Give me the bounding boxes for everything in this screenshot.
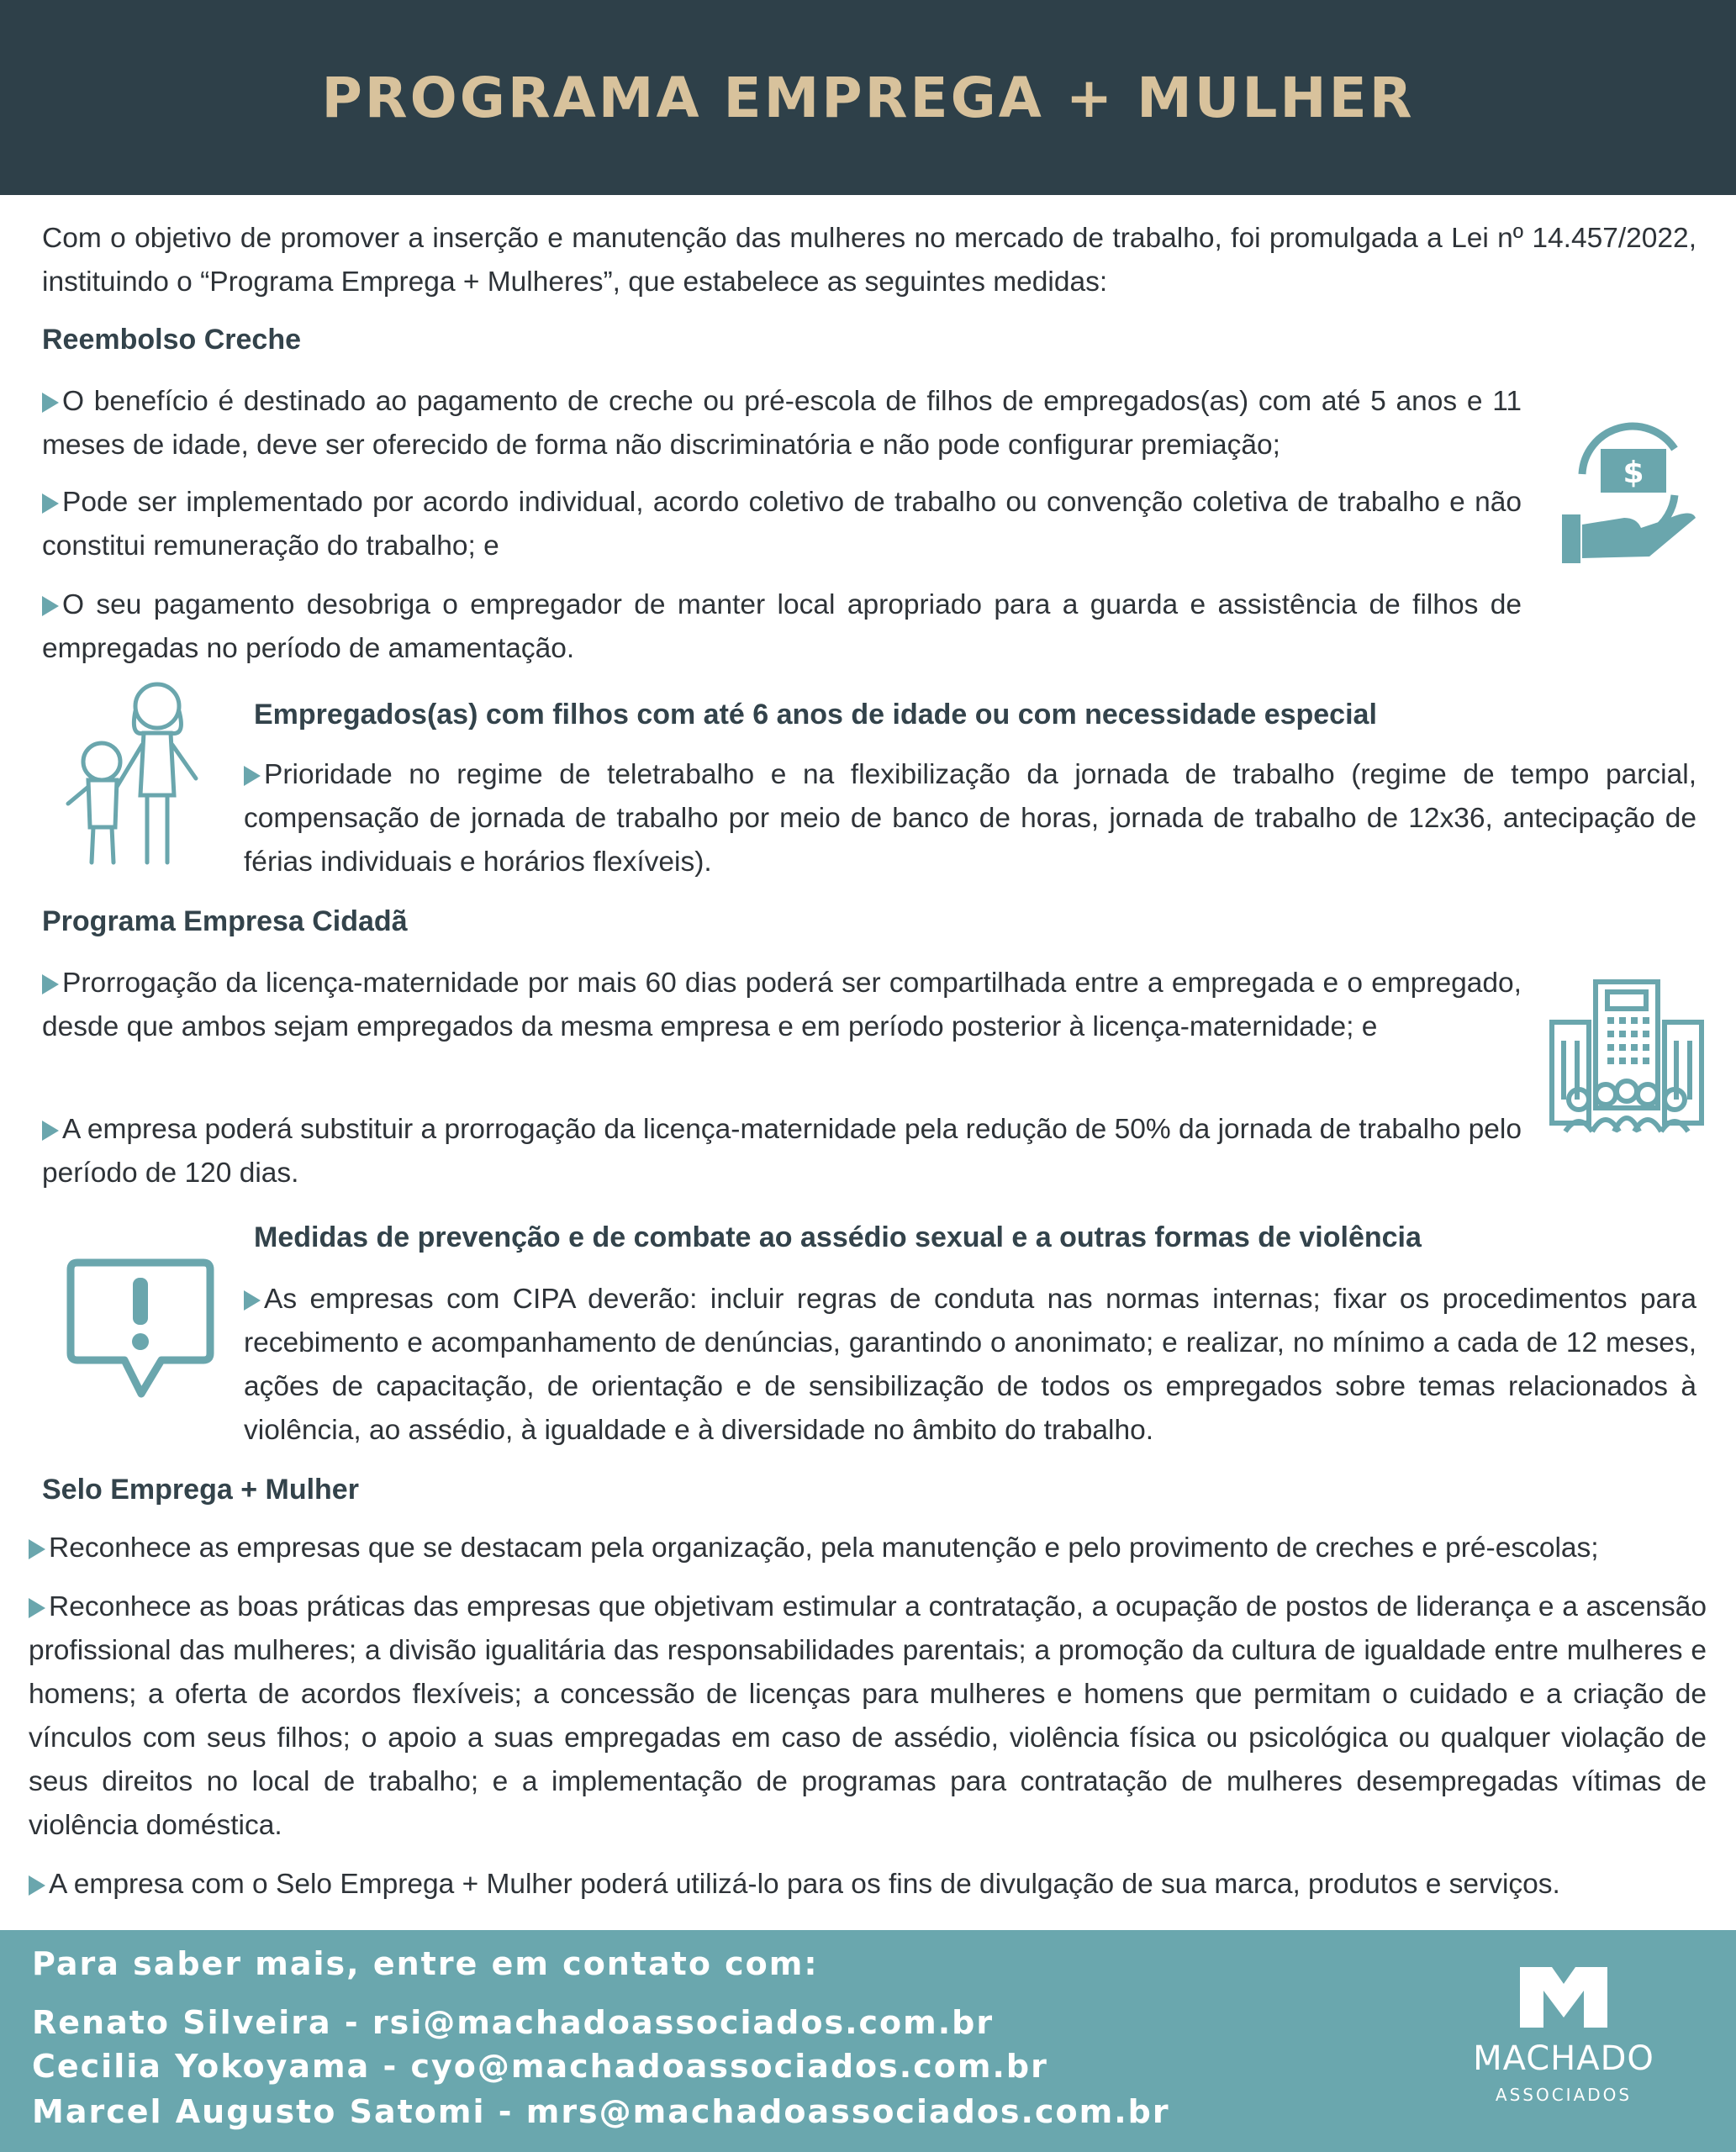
intro-text: Com o objetivo de promover a inserção e manutenção das mulheres no mercado de trabalho, foi promulgada a Lei nº 14.457/2022, instituindo o “Programa Emprega + Mulheres”, que estabelece as seguintes medidas: bbox=[42, 223, 1696, 298]
bullet-arrow-icon bbox=[42, 596, 59, 616]
section-title-reembolso: Reembolso Creche bbox=[42, 324, 301, 356]
bullet-assedio-1: As empresas com CIPA deverão: incluir regras de conduta nas normas internas; fixar os procedimentos para recebimento e acompanhamento de denúncias, garantindo o anonimato; e realizar, no mínimo a cada de 12 meses, ações de capacitação, de orientação e de sensibilização de todos os empregados sobre temas relacionados à violência, ao assédio, à igualdade e à diversidade no âmbito do trabalho. bbox=[244, 1284, 1696, 1446]
logo-name: MACHADO bbox=[1473, 2039, 1654, 2078]
svg-text:$: $ bbox=[1623, 456, 1644, 490]
page-title: PROGRAMA EMPREGA + MULHER bbox=[321, 65, 1415, 130]
bullet-selo-1: Reconhece as empresas que se destacam pela organização, pela manutenção e pelo provimento de creches e pré-escolas; bbox=[29, 1527, 1702, 1570]
bullet-selo-3: A empresa com o Selo Emprega + Mulher poderá utilizá-lo para os fins de divulgação de sua marca, produtos e serviços. bbox=[29, 1863, 1702, 1907]
contact-renato: Renato Silveira - rsi@machadoassociados.com.br bbox=[32, 2004, 995, 2041]
page-content bbox=[0, 195, 1736, 1930]
alert-bubble-icon bbox=[66, 1258, 215, 1400]
section-title-assedio: Medidas de prevenção e de combate ao assédio sexual e a outras formas de violência bbox=[254, 1221, 1422, 1253]
bullet-reembolso-1: O benefício é destinado ao pagamento de creche ou pré-escola de filhos de empregados(as) com até 5 anos e 11 meses de idade, deve ser oferecido de forma não discriminatória e não pode configurar premiação; bbox=[42, 386, 1522, 461]
bullet-arrow-icon bbox=[29, 1875, 45, 1896]
bullet-arrow-icon bbox=[42, 1121, 59, 1141]
bullet-arrow-icon bbox=[42, 393, 59, 413]
building-people-icon bbox=[1547, 977, 1707, 1137]
section-title-filhos: Empregados(as) com filhos com até 6 anos de idade ou com necessidade especial bbox=[254, 699, 1377, 731]
contact-heading: Para saber mais, entre em contato com: bbox=[32, 1945, 819, 1982]
bullet-selo-2: Reconhece as boas práticas das empresas que objetivam estimular a contratação, a ocupação de postos de liderança e a ascensão profissional das mulheres; a divisão igualitária das responsabilidades parentais; a promoção da cultura de igualdade entre mulheres e homens; a oferta de acordos flexíveis; a concessão de licenças para mulheres e homens que permitam o cuidado e a criação de vínculos com seus filhos; o apoio a suas empregadas em caso de assédio, violência física ou psicológica ou qualquer violação de seus direitos no local de trabalho; e a implementação de programas para contratação de mulheres desempregadas vítimas de violência doméstica. bbox=[29, 1591, 1707, 1841]
section-title-selo: Selo Emprega + Mulher bbox=[42, 1474, 359, 1506]
machado-logo-icon bbox=[1520, 1967, 1607, 2028]
contact-marcel: Marcel Augusto Satomi - mrs@machadoassociados.com.br bbox=[32, 2093, 1170, 2130]
contact-footer bbox=[0, 1930, 1736, 2152]
money-hand-icon bbox=[1557, 415, 1700, 575]
contact-cecilia: Cecilia Yokoyama - cyo@machadoassociados.com.br bbox=[32, 2048, 1048, 2085]
page-header bbox=[0, 0, 1736, 195]
bullet-reembolso-2: Pode ser implementado por acordo individual, acordo coletivo de trabalho ou convenção coletiva de trabalho e não constitui remuneração do trabalho; e bbox=[42, 487, 1522, 562]
bullet-arrow-icon bbox=[42, 493, 59, 514]
bullet-arrow-icon bbox=[42, 974, 59, 994]
bullet-arrow-icon bbox=[244, 766, 261, 786]
bullet-reembolso-3: O seu pagamento desobriga o empregador de manter local apropriado para a guarda e assistência de filhos de empregadas no período de amamentação. bbox=[42, 589, 1522, 664]
parent-child-icon bbox=[63, 678, 223, 871]
logo-sub: ASSOCIADOS bbox=[1495, 2085, 1633, 2105]
bullet-arrow-icon bbox=[244, 1290, 261, 1311]
bullet-arrow-icon bbox=[29, 1539, 45, 1559]
bullet-cidada-2: A empresa poderá substituir a prorrogação da licença-maternidade pela redução de 50% da jornada de trabalho pelo período de 120 dias. bbox=[42, 1114, 1522, 1189]
section-title-cidada: Programa Empresa Cidadã bbox=[42, 905, 408, 937]
bullet-cidada-1: Prorrogação da licença-maternidade por mais 60 dias poderá ser compartilhada entre a empregada e o empregado, desde que ambos sejam empregados da mesma empresa e em período posterior à licença-maternidade; e bbox=[42, 968, 1522, 1042]
bullet-filhos-1: Prioridade no regime de teletrabalho e na flexibilização da jornada de trabalho (regime de tempo parcial, compensação de jornada de trabalho por meio de banco de horas, jornada de trabalho de 12x36, antecipação de férias individuais e horários flexíveis). bbox=[244, 759, 1696, 878]
bullet-arrow-icon bbox=[29, 1598, 45, 1618]
